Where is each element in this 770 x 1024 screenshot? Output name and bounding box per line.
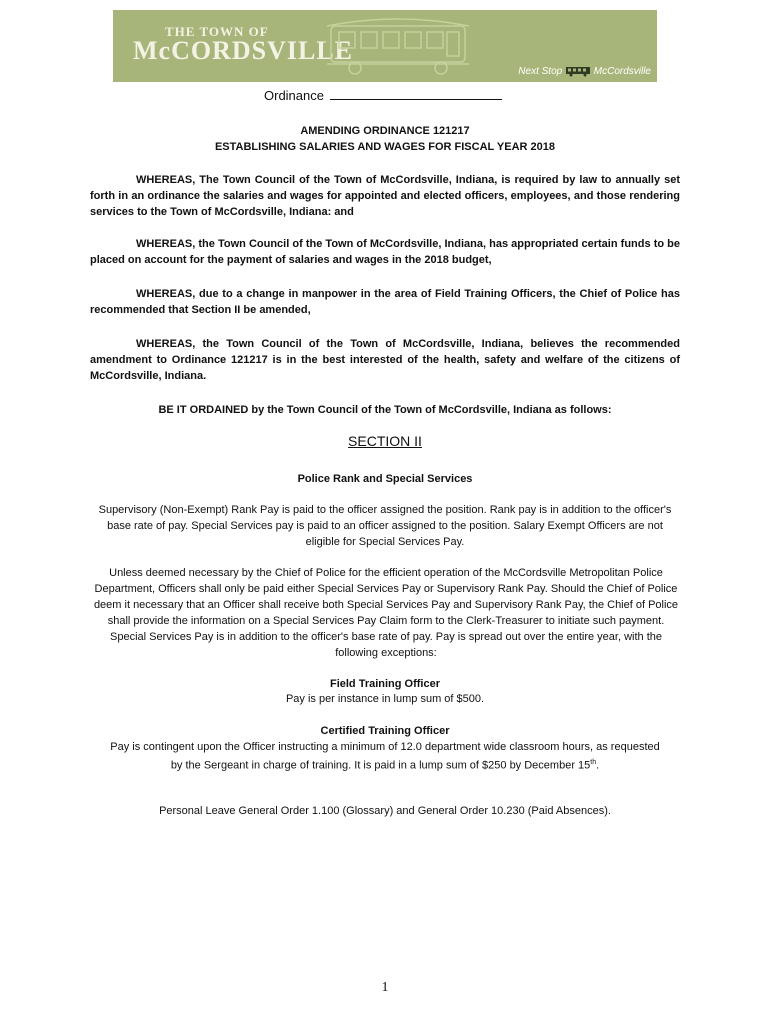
ordinance-number-line bbox=[264, 87, 502, 103]
title-line-2: ESTABLISHING SALARIES AND WAGES FOR FISCAL YEAR 2018 bbox=[214, 141, 556, 153]
trolley-icon bbox=[323, 14, 473, 78]
be-it-ordained: BE IT ORDAINED by the Town Council of the Town of McCordsville, Indiana as follows: bbox=[158, 404, 612, 416]
header-slogan bbox=[518, 66, 651, 77]
fto-text: Pay is per instance in lump sum of $500. bbox=[285, 693, 485, 705]
ordinance-number-blank bbox=[330, 87, 502, 100]
cto-period: . bbox=[596, 759, 600, 772]
rank-pay-paragraph: Supervisory (Non-Exempt) Rank Pay is paid to the officer assigned the position. Rank pay is in addition to the officer's base rate of pay. Special Services pay is paid to an officer assigned to the position. Salary Exempt Officers are not eligible for Special Services Pay. bbox=[98, 504, 672, 548]
cto-title: Certified Training Officer bbox=[320, 725, 450, 737]
special-services-paragraph: Unless deemed necessary by the Chief of Police for the efficient operation of the McCordsville Metropolitan Police Department, Officers shall only be paid either Special Services Pay or Supervisory Rank Pay. Should the Chief of Police deem it necessary that an Officer shall receive both Special Services Pay and Supervisory Rank Pay, the Chief of Police shall provide the information on a Special Services Pay Claim form to the Clerk-Treasurer to initiate such payment. Special Services Pay is in addition to the officer's base rate of pay. Pay is spread out over the entire year, with the following exceptions: bbox=[93, 567, 679, 659]
ordinance-label: Ordinance bbox=[264, 88, 324, 103]
subsection-title: Police Rank and Special Services bbox=[297, 473, 473, 485]
slogan-next-stop: Next Stop bbox=[518, 66, 563, 77]
town-header-banner bbox=[113, 10, 657, 82]
whereas-paragraph-3: WHEREAS, due to a change in manpower in the area of Field Training Officers, the Chief of Police has recommended that Section II be amended, bbox=[90, 288, 680, 316]
cto-text-line-2-main: by the Sergeant in charge of training. It is paid in a lump sum of $250 by December 15 bbox=[170, 759, 591, 772]
header-the-town: THE TOWN OF bbox=[165, 24, 269, 39]
whereas-paragraph-4: WHEREAS, the Town Council of the Town of McCordsville, Indiana, believes the recommended amendment to Ordinance 121217 is in the best interested of the health, safety and welfare of the citizens of McCordsville, Indiana. bbox=[90, 338, 680, 382]
fto-title: Field Training Officer bbox=[329, 678, 441, 690]
personal-leave-line: Personal Leave General Order 1.100 (Glossary) and General Order 10.230 (Paid Absences). bbox=[159, 805, 611, 817]
page-number: 1 bbox=[381, 980, 389, 995]
section-title: SECTION II bbox=[348, 433, 422, 449]
trolley-small-icon bbox=[565, 66, 591, 77]
cto-text-line-2 bbox=[90, 755, 680, 774]
title-line-1: AMENDING ORDINANCE 121217 bbox=[300, 125, 470, 137]
header-town-name: McCORDSVILLE bbox=[133, 36, 354, 65]
whereas-paragraph-1: WHEREAS, The Town Council of the Town of McCordsville, Indiana, is required by law to annually set forth in an ordinance the salaries and wages for appointed and elected officers, employees, and those rendering services to the Town of McCordsville, Indiana: and bbox=[90, 174, 680, 218]
cto-text-line-1: Pay is contingent upon the Officer instructing a minimum of 12.0 department wide classroom hours, as requested bbox=[110, 741, 660, 753]
slogan-town: McCordsville bbox=[593, 66, 651, 77]
whereas-paragraph-2: WHEREAS, the Town Council of the Town of McCordsville, Indiana, has appropriated certain funds to be placed on account for the payment of salaries and wages in the 2018 budget, bbox=[90, 238, 680, 266]
cto-superscript: th bbox=[590, 759, 597, 766]
